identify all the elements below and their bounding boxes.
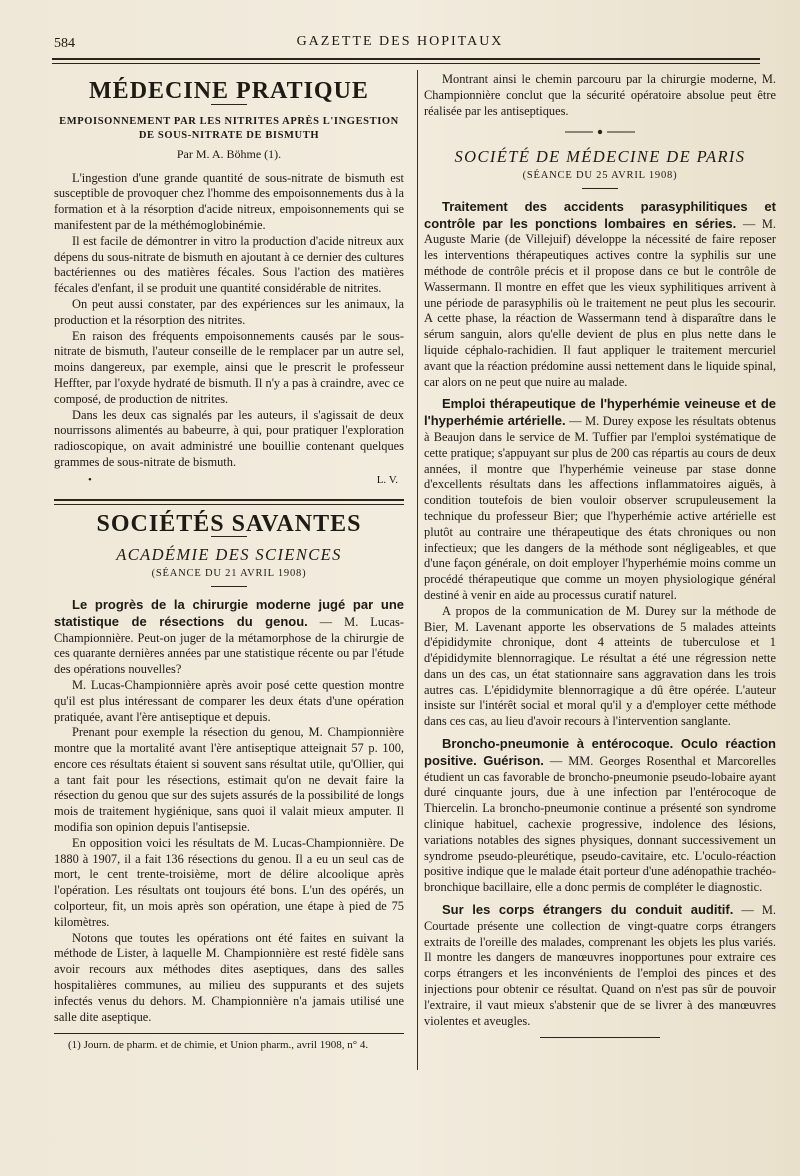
title-rule bbox=[211, 586, 247, 587]
bullet-mark: • bbox=[88, 473, 92, 486]
paragraph: Il est facile de démontrer in vitro la production d'acide nitreux aux dépens du sous-nitrate de bismuth en ajoutant à ce dernier des cultures bactériennes ou des matières fécales. Sous l'action des matières fécales d'enfant, il se produit une quantité considérable de nitrites. bbox=[54, 233, 404, 296]
paragraph: Prenant pour exemple la résection du genou, M. Championnière montre que la mortalité avant l'ère antiseptique atteignait 57 p. 100, encore ces résultats étaient si souvent sans résultat utile, qu'Ollier, qui a tant fait pour les résections, estimait qu'on ne devait faire la résection du genou que sur des sujets assurés de la possibilité de longs mois de traitement hygiénique, sans quoi il valait mieux amputer. Il modifia son opinion depuis l'antisepsie. bbox=[54, 725, 404, 835]
item-paragraph bbox=[424, 736, 776, 896]
paragraph: M. Lucas-Championnière après avoir posé cette question montre qu'il est plus intéressant de comparer les deux états d'une opération pratiquée, avant l'ère antiseptique et depuis. bbox=[54, 677, 404, 724]
page-number: 584 bbox=[54, 36, 75, 51]
paragraph: En opposition voici les résultats de M. Lucas-Championnière. De 1880 à 1907, il a fait 136 résections du genou. Il a eu un seul cas de mort, le cent trente-troisième, mort de délire alcoolique après l'opération. Les résultats ont toujours été bons. L'un des opérés, un colporteur, fit, un mois après son opération, une étape à pied de 75 kilomètres. bbox=[54, 835, 404, 929]
item-text: A propos de la communication de M. Durey sur la méthode de Bier, M. Lavenant apporte les observations de 5 malades atteints d'épididymite chronique, dont 4 atteints de tuberculose et 1 d'épididymite blennorragique. Le résultat a été une régression nette dans un des cas, un état stationnaire sans aggravation dans les trois autres cas. L'épididymite blennorragique a dû être opérée. L'auteur insiste sur l'intérêt social et moral qu'il y a d'employer cette méthode dans ces cas, au lieu d'avoir recours à l'intervention sanglante. bbox=[424, 603, 776, 729]
item-text: — M. Auguste Marie (de Villejuif) développe la nécessité de faire reposer les interventions thérapeutiques actives contre la syphilis sur une méthode de contrôle précis et il propose dans ce but le contrôle de Wassermann. Il montre en effet que les vieux syphilitiques arrivent à une période de parasyphilis où le traitement ne peut plus les secourir. A cette phase, la réaction de Wassermann tend à disparaître dans le sérum sanguin, alors qu'elle devient de plus en plus nette dans le liquide céphalo-rachidien. Il faut appliquer le traitement mercuriel avant que la réaction prédomine aussi nettement dans le liquide spinal, car alors on ne peut que nuire au malade. bbox=[424, 216, 777, 389]
title-rule bbox=[582, 188, 618, 189]
item-paragraph bbox=[424, 604, 776, 730]
paragraph: On peut aussi constater, par des expériences sur les animaux, la production et la résorption des nitrites. bbox=[54, 296, 404, 327]
seance-date: (SÉANCE DU 21 AVRIL 1908) bbox=[151, 568, 307, 580]
item-title: Sur les corps étrangers du conduit auditif. bbox=[442, 902, 734, 918]
paragraph: Montrant ainsi le chemin parcouru par la chirurgie moderne, M. Championnière conclut que la sécurité opératoire absolue peut être réalisée par les antiseptiques. bbox=[424, 72, 776, 118]
seance-date: (SÉANCE DU 25 AVRIL 1908) bbox=[522, 169, 678, 181]
item-title: Traitement des accidents parasyphilitiques et contrôle par les ponctions lombaires en séries. bbox=[424, 198, 776, 231]
item-text: — M. Courtade présente une collection de vingt-quatre corps étrangers extraits de l'oreille des malades, comprenant les objets les plus variés. Il montre les dangers de manœuvres inopportunes pour extraire ces corps étrangers et les inconvénients de l'emploi des pinces et des injections pour obtenir ce résultat. Quand on n'est pas sûr de pouvoir l'extraire, il vaut mieux s'abstenir que de se livrer à des manœuvres violentes et aveugles. bbox=[424, 903, 776, 1028]
article-signature: L. V. bbox=[376, 473, 398, 486]
item-paragraph bbox=[424, 902, 776, 1029]
right-column bbox=[424, 72, 776, 1038]
item-paragraph bbox=[424, 199, 776, 391]
section-divider bbox=[54, 499, 404, 501]
item-text: — M. Durey expose les résultats obtenus à Beaujon dans le service de M. Tuffier par l'emploi systématique de cette pratique; s'appuyant sur plus de 200 cas répartis au cours de deux années, il montre que l'hyperhémie veineuse par stase donne d'excellents résultats dans les affections inflammatoires aiguës, à condition toutefois de bien vouloir observer scrupuleusement la technique du professeur Bier; que l'hyperhémie active artérielle est plutôt au contraire une thérapeutique des états chroniques ou non infectieux; que les dangers de la méthode sont négligeables, et que d'une façon générale, on doit employer l'hyperhémie moins comme un procédé thérapeutique que comme un moyen physiologique général destiné à venir en aide au processus curatif naturel. bbox=[424, 414, 776, 602]
section-title-societes-savantes: SOCIÉTÉS SAVANTES bbox=[96, 510, 362, 537]
signature-line bbox=[88, 473, 398, 489]
header-rule-thin bbox=[52, 63, 760, 64]
paragraph: En raison des fréquents empoisonnements causés par le sous-nitrate de bismuth, l'auteur conseille de le remplacer par un autre sel, moins dangereux, par exemple, ainsi que le prescrit le professeur Heffter, par l'oxyde hydraté de bismuth. Il n'y a pas à craindre, avec ce composé, de production de nitrites. bbox=[54, 328, 404, 406]
section-divider-thin bbox=[54, 504, 404, 505]
lead-title: Le progrès de la chirurgie moderne jugé par une statistique de résections du genou. bbox=[54, 596, 404, 629]
academy-title: ACADÉMIE DES SCIENCES bbox=[116, 545, 342, 565]
ornament-icon bbox=[565, 128, 635, 136]
article-byline: Par M. A. Böhme (1). bbox=[176, 146, 282, 161]
end-rule bbox=[540, 1037, 660, 1038]
lead-paragraph bbox=[54, 597, 404, 678]
item-title: Emploi thérapeutique de l'hyperhémie veineuse et de l'hyperhémie artérielle. bbox=[424, 396, 776, 429]
society-title: SOCIÉTÉ DE MÉDECINE DE PARIS bbox=[454, 147, 746, 167]
ornament-divider bbox=[424, 125, 776, 141]
item-title: Broncho-pneumonie à entérocoque. Oculo réaction positive. Guérison. bbox=[424, 736, 776, 768]
paragraph: Notons que toutes les opérations ont été faites en suivant la méthode de Lister, à laquelle M. Championnière est resté fidèle sans avoir recours aux méthodes dites aseptiques, dans des salles hospitalières communes, au milieu des suppurants et des sujets infectés venus du dehors. M. Championnière n'a jamais utilisé une salle dite aseptique. bbox=[54, 930, 404, 1024]
footnote-rule bbox=[54, 1033, 404, 1034]
section-title-medecine-pratique: MÉDECINE PRATIQUE bbox=[89, 78, 369, 104]
article-title-line: DE SOUS-NITRATE DE BISMUTH bbox=[138, 129, 320, 141]
paragraph: Dans les deux cas signalés par les auteurs, il s'agissait de deux nourrissons alimentés au babeurre, à qui, pour pratiquer l'exploration radioscopique, on avait administré une bouillie contenant quelques grammes de sous-nitrate de bismuth. bbox=[54, 407, 404, 469]
item-paragraph bbox=[424, 396, 776, 603]
article-title-line: EMPOISONNEMENT PAR LES NITRITES APRÈS L'INGESTION bbox=[59, 115, 399, 127]
lead-text: — M. Lucas-Championnière. Peut-on juger de la métamorphose de la chirurgie de ces quarante dernières années par une statistique récente ou par l'étude des opérations nouvelles? bbox=[54, 614, 405, 677]
column-divider bbox=[417, 70, 418, 1070]
item-text: — MM. Georges Rosenthal et Marcorelles étudient un cas favorable de broncho-pneumonie pseudo-lobaire ayant duré cinquante jours, due à une infection par l'entérocoque de Thiercelin. La broncho-pneumonie continue a présenté son syndrome clinique habituel, cachexie progressive, indolence des lésions, variations notables des signes physiques, donnant successivement un syndrome pseudo-pleurétique, pseudo-cavitaire, etc. L'oculo-réaction positive indique que le malade était porteur d'une adénopathie trachéo-bronchique bacillaire, elle a donc permis de compléter le diagnostic. bbox=[424, 753, 776, 895]
running-header: GAZETTE DES HOPITAUX bbox=[296, 34, 504, 49]
left-column bbox=[54, 72, 404, 1052]
article-title bbox=[54, 115, 404, 143]
header-rule bbox=[52, 58, 760, 60]
footnote: (1) Journ. de pharm. et de chimie, et Union pharm., avril 1908, n° 4. bbox=[68, 1039, 369, 1052]
paragraph: L'ingestion d'une grande quantité de sous-nitrate de bismuth est susceptible de provoquer chez l'homme des empoisonnements dus à la formation et à la résorption d'acide nitreux, empoisonnements qui se manifestent par de la méthémoglobinémie. bbox=[54, 170, 404, 232]
